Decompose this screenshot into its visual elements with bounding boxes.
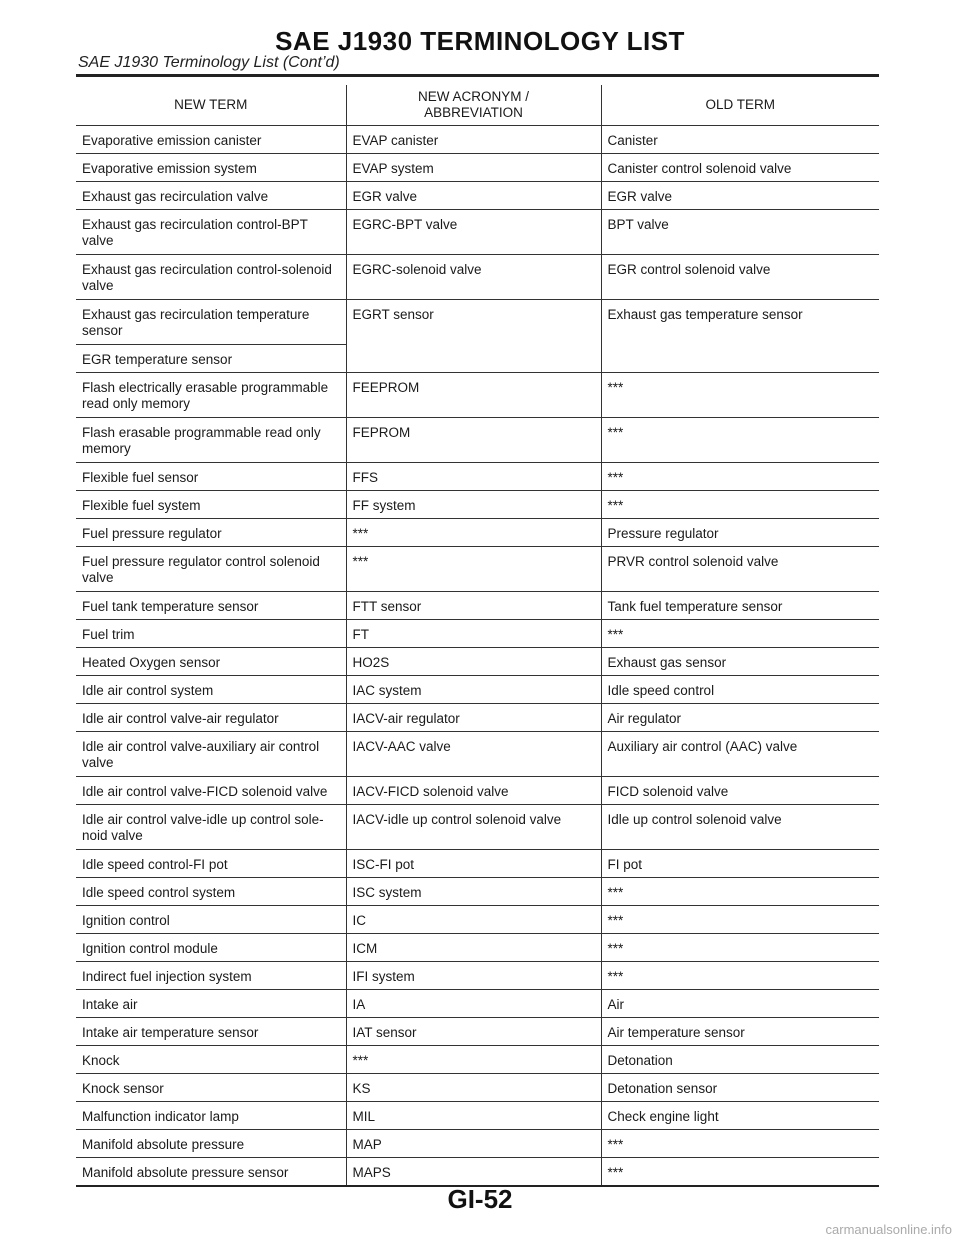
cell-new-term: Ignition control module <box>76 934 346 962</box>
cell-old-term: Detonation sensor <box>601 1074 879 1102</box>
cell-acronym: IC <box>346 906 601 934</box>
cell-new-term: Idle air control valve-auxiliary air control valve <box>76 732 346 777</box>
table-row <box>76 1130 879 1158</box>
cell-new-term: Intake air temperature sensor <box>76 1018 346 1046</box>
cell-old-term: Idle up control solenoid valve <box>601 805 879 850</box>
table-row <box>76 592 879 620</box>
cell-acronym: IA <box>346 990 601 1018</box>
cell-new-term: Knock <box>76 1046 346 1074</box>
cell-old-term: PRVR control solenoid valve <box>601 547 879 592</box>
cell-old-term: *** <box>601 418 879 463</box>
table-row <box>76 962 879 990</box>
cell-new-term: Ignition control <box>76 906 346 934</box>
cell-new-term: Exhaust gas recirculation control-solenoid valve <box>76 255 346 300</box>
cell-acronym: *** <box>346 519 601 547</box>
cell-old-term: *** <box>601 1158 879 1187</box>
cell-old-term: FICD solenoid valve <box>601 777 879 805</box>
cell-acronym: EVAP canister <box>346 126 601 154</box>
cell-old-term: Check engine light <box>601 1102 879 1130</box>
cell-acronym: MAP <box>346 1130 601 1158</box>
cell-acronym: IAT sensor <box>346 1018 601 1046</box>
column-header-old-term: OLD TERM <box>601 85 879 126</box>
cell-old-term: Pressure regulator <box>601 519 879 547</box>
table-row <box>76 777 879 805</box>
cell-old-term: *** <box>601 620 879 648</box>
cell-new-term: Exhaust gas recirculation control-BPT valve <box>76 210 346 255</box>
table-row <box>76 676 879 704</box>
cell-acronym: FTT sensor <box>346 592 601 620</box>
cell-old-term: Canister control solenoid valve <box>601 154 879 182</box>
cell-old-term: Idle speed control <box>601 676 879 704</box>
cell-acronym: IACV-air regulator <box>346 704 601 732</box>
cell-old-term: *** <box>601 491 879 519</box>
table-row <box>76 648 879 676</box>
cell-acronym: IACV-AAC valve <box>346 732 601 777</box>
table-row <box>76 519 879 547</box>
table-row <box>76 1018 879 1046</box>
cell-new-term: Fuel trim <box>76 620 346 648</box>
cell-new-term: Flexible fuel sensor <box>76 463 346 491</box>
cell-new-term: Fuel tank temperature sensor <box>76 592 346 620</box>
cell-old-term: FI pot <box>601 850 879 878</box>
cell-acronym: *** <box>346 1046 601 1074</box>
page-title: SAE J1930 TERMINOLOGY LIST <box>275 26 685 56</box>
table-row <box>76 732 879 777</box>
cell-acronym: FEEPROM <box>346 373 601 418</box>
cell-new-term: Exhaust gas recirculation valve <box>76 182 346 210</box>
page-subtitle: SAE J1930 Terminology List (Cont’d) <box>78 54 340 71</box>
cell-old-term: Auxiliary air control (AAC) valve <box>601 732 879 777</box>
cell-acronym: IFI system <box>346 962 601 990</box>
table-row <box>76 210 879 255</box>
page-number: GI-52 <box>447 1184 513 1214</box>
table-row <box>76 906 879 934</box>
table-row <box>76 934 879 962</box>
cell-new-term: Manifold absolute pressure <box>76 1130 346 1158</box>
terminology-table <box>76 85 879 1187</box>
cell-acronym: MAPS <box>346 1158 601 1187</box>
cell-new-term: Idle air control valve-air regulator <box>76 704 346 732</box>
cell-new-term: Idle speed control-FI pot <box>76 850 346 878</box>
table-row <box>76 1158 879 1187</box>
cell-acronym: KS <box>346 1074 601 1102</box>
column-header-acronym: NEW ACRONYM / ABBREVIATION <box>346 85 601 126</box>
cell-acronym: MIL <box>346 1102 601 1130</box>
table-row <box>76 1074 879 1102</box>
cell-new-term: Idle air control valve-idle up control sole- noid valve <box>76 805 346 850</box>
cell-old-term: Canister <box>601 126 879 154</box>
table-row <box>76 1046 879 1074</box>
cell-acronym: IAC system <box>346 676 601 704</box>
cell-acronym: EGRC-BPT valve <box>346 210 601 255</box>
table-row <box>76 805 879 850</box>
table-header <box>76 85 879 126</box>
table-row <box>76 154 879 182</box>
cell-new-term: Fuel pressure regulator control solenoid valve <box>76 547 346 592</box>
cell-new-term: Malfunction indicator lamp <box>76 1102 346 1130</box>
table-row <box>76 850 879 878</box>
table-row <box>76 300 879 345</box>
cell-new-term: EGR temperature sensor <box>76 345 346 373</box>
cell-acronym: IACV-FICD solenoid valve <box>346 777 601 805</box>
cell-old-term: *** <box>601 878 879 906</box>
cell-old-term: *** <box>601 934 879 962</box>
table-body <box>76 126 879 1187</box>
cell-old-term: Air regulator <box>601 704 879 732</box>
cell-old-term: Exhaust gas sensor <box>601 648 879 676</box>
cell-new-term: Idle air control system <box>76 676 346 704</box>
cell-old-term: BPT valve <box>601 210 879 255</box>
cell-old-term: *** <box>601 373 879 418</box>
table-row <box>76 1102 879 1130</box>
cell-acronym: ICM <box>346 934 601 962</box>
watermark: carmanualsonline.info <box>825 1222 952 1237</box>
cell-old-term: EGR control solenoid valve <box>601 255 879 300</box>
table-row <box>76 418 879 463</box>
cell-new-term: Flash electrically erasable programmable read only memory <box>76 373 346 418</box>
cell-acronym: FF system <box>346 491 601 519</box>
cell-new-term: Heated Oxygen sensor <box>76 648 346 676</box>
table-row <box>76 704 879 732</box>
cell-new-term: Exhaust gas recirculation temperature sensor <box>76 300 346 345</box>
cell-acronym: EGRT sensor <box>346 300 601 373</box>
header-rule <box>76 74 879 77</box>
cell-new-term: Indirect fuel injection system <box>76 962 346 990</box>
cell-new-term: Manifold absolute pressure sensor <box>76 1158 346 1187</box>
cell-new-term: Idle air control valve-FICD solenoid valve <box>76 777 346 805</box>
cell-acronym: ISC system <box>346 878 601 906</box>
cell-acronym: ISC-FI pot <box>346 850 601 878</box>
cell-new-term: Flexible fuel system <box>76 491 346 519</box>
column-header-new-term: NEW TERM <box>76 85 346 126</box>
cell-old-term: *** <box>601 463 879 491</box>
cell-new-term: Evaporative emission system <box>76 154 346 182</box>
table-row <box>76 990 879 1018</box>
cell-old-term: Exhaust gas temperature sensor <box>601 300 879 373</box>
cell-acronym: FFS <box>346 463 601 491</box>
cell-acronym: FEPROM <box>346 418 601 463</box>
table-row <box>76 620 879 648</box>
table-row <box>76 491 879 519</box>
cell-new-term: Intake air <box>76 990 346 1018</box>
cell-old-term: Air temperature sensor <box>601 1018 879 1046</box>
cell-acronym: HO2S <box>346 648 601 676</box>
cell-old-term: EGR valve <box>601 182 879 210</box>
table-row <box>76 126 879 154</box>
cell-old-term: *** <box>601 1130 879 1158</box>
cell-new-term: Flash erasable programmable read only memory <box>76 418 346 463</box>
cell-acronym: *** <box>346 547 601 592</box>
cell-new-term: Evaporative emission canister <box>76 126 346 154</box>
cell-new-term: Idle speed control system <box>76 878 346 906</box>
table-row <box>76 373 879 418</box>
cell-old-term: *** <box>601 906 879 934</box>
cell-acronym: EGR valve <box>346 182 601 210</box>
cell-acronym: EGRC-solenoid valve <box>346 255 601 300</box>
cell-old-term: Air <box>601 990 879 1018</box>
cell-acronym: FT <box>346 620 601 648</box>
cell-old-term: *** <box>601 962 879 990</box>
cell-new-term: Knock sensor <box>76 1074 346 1102</box>
cell-new-term: Fuel pressure regulator <box>76 519 346 547</box>
table-row <box>76 878 879 906</box>
table-row <box>76 255 879 300</box>
table-header-row <box>76 85 879 126</box>
table-row <box>76 463 879 491</box>
cell-acronym: EVAP system <box>346 154 601 182</box>
cell-old-term: Tank fuel temperature sensor <box>601 592 879 620</box>
table-row <box>76 547 879 592</box>
cell-acronym: IACV-idle up control solenoid valve <box>346 805 601 850</box>
table-row <box>76 182 879 210</box>
cell-old-term: Detonation <box>601 1046 879 1074</box>
